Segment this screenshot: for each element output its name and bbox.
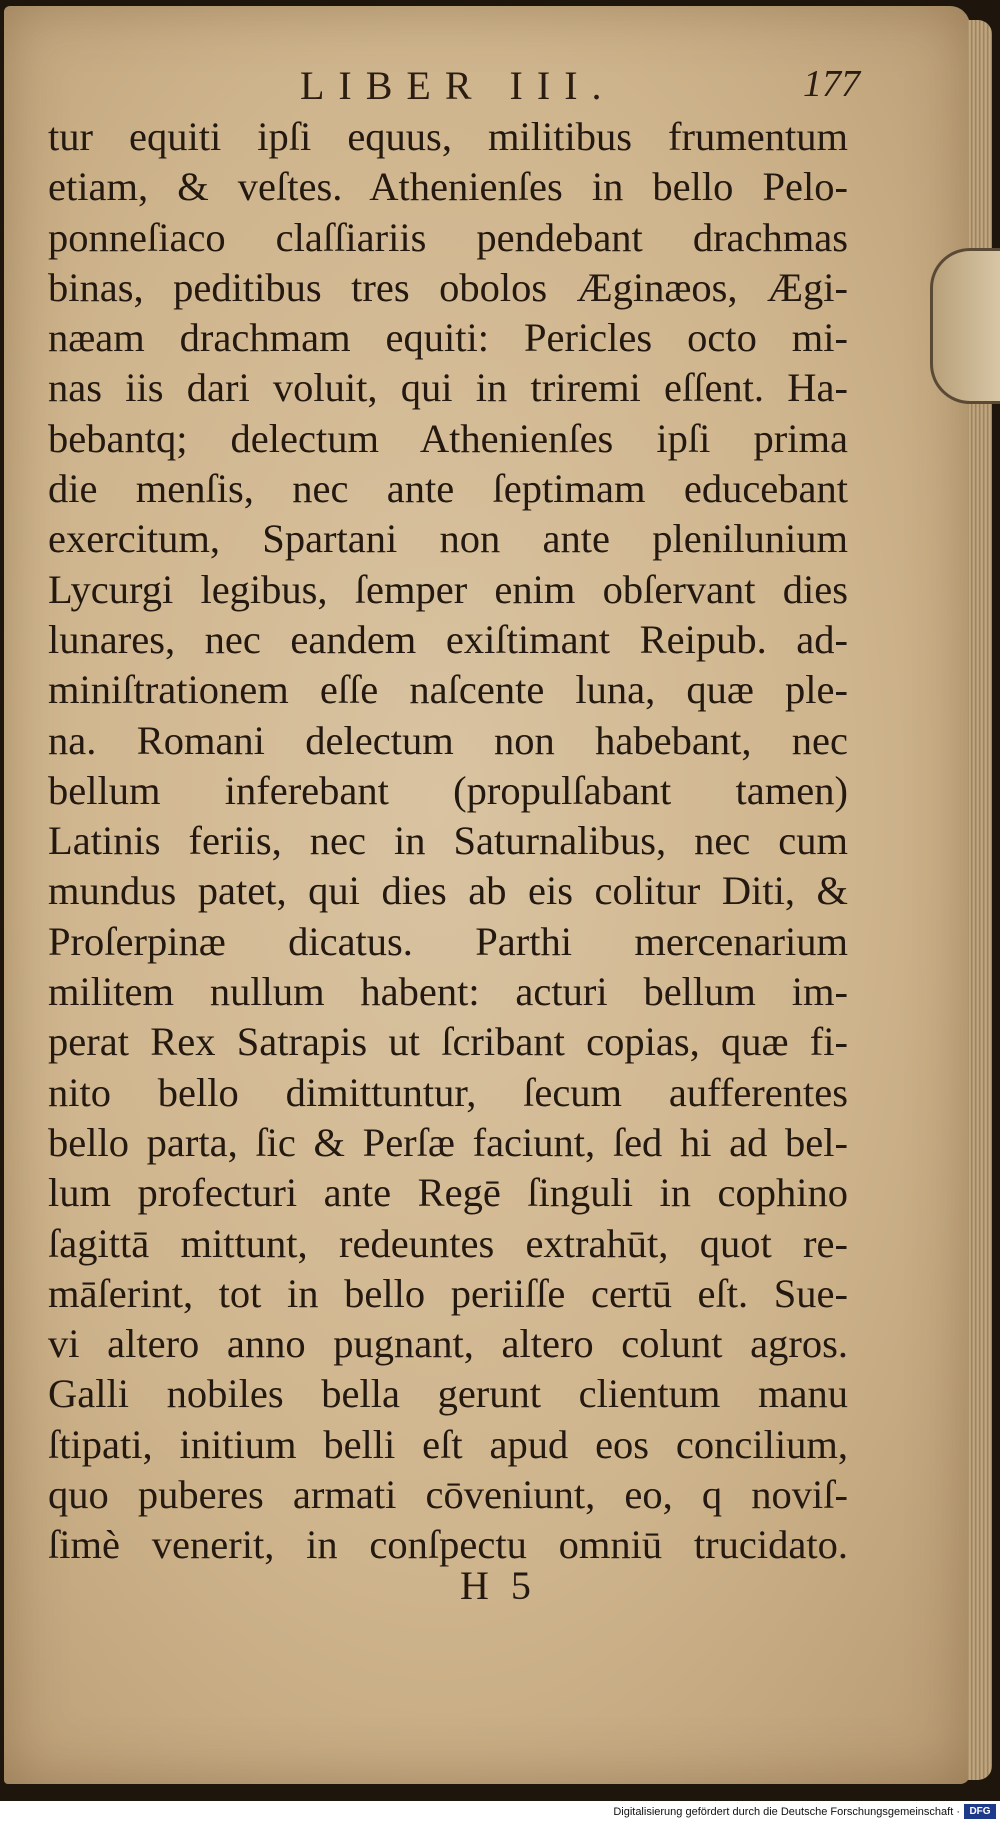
text-line: Proſerpinæ dicatus. Parthi mercenarium <box>48 918 848 964</box>
text-line: lunares, nec eandem exiſtimant Reipub. ad- <box>48 616 848 662</box>
text-line: lum profecturi ante Regē ſinguli in cophino <box>48 1170 848 1216</box>
text-line: tur equiti ipſi equus, militibus frumentum <box>48 114 848 159</box>
text-line: Lycurgi legibus, ſemper enim obſervant dies <box>48 566 848 612</box>
text-line: nito bello dimittuntur, ſecum aufferentes <box>48 1069 848 1115</box>
text-line: bellum inferebant (propulſabant tamen) <box>48 767 848 813</box>
text-line: quo puberes armati cōveniunt, eo, q noviſ- <box>48 1472 848 1518</box>
footer-credit: Digitalisierung gefördert durch die Deutsche Forschungsgemeinschaft · <box>613 1806 960 1818</box>
text-line: ponneſiaco claſſiariis pendebant drachmas <box>48 214 848 260</box>
running-head: LIBER III. <box>300 63 616 108</box>
text-line: perat Rex Satrapis ut ſcribant copias, quæ fi- <box>48 1019 848 1065</box>
text-line: ſimè venerit, in conſpectu omniū trucidato. <box>48 1522 848 1568</box>
text-line: Galli nobiles bella gerunt clientum manu <box>48 1371 848 1417</box>
text-line: bello parta, ſic & Perſæ faciunt, ſed hi ad bel- <box>48 1119 848 1165</box>
signature-mark: H 5 <box>460 1563 537 1608</box>
text-line: bebantq; delectum Athenienſes ipſi prima <box>48 415 848 461</box>
text-line: etiam, & veſtes. Athenienſes in bello Pelo- <box>48 164 848 210</box>
text-line: nas iis dari voluit, qui in triremi eſſent. Ha- <box>48 365 848 411</box>
page-number: 177 <box>803 63 860 105</box>
text-line: militem nullum habent: acturi bellum im- <box>48 969 848 1015</box>
dfg-logo: DFG <box>964 1804 996 1819</box>
text-line: mundus patet, qui dies ab eis colitur Diti, & <box>48 868 848 914</box>
text-line: na. Romani delectum non habebant, nec <box>48 717 848 763</box>
text-line: næam drachmam equiti: Pericles octo mi- <box>48 315 848 361</box>
text-line: die menſis, nec ante ſeptimam educebant <box>48 466 848 512</box>
text-line: binas, peditibus tres obolos Æginæos, Ægi- <box>48 264 848 310</box>
body-text <box>48 112 848 1571</box>
text-line: māſerint, tot in bello periiſſe certū eſt. Sue- <box>48 1270 848 1316</box>
clasp-tab <box>930 248 1000 404</box>
text-line: ſagittā mittunt, redeuntes extrahūt, quot re- <box>48 1220 848 1266</box>
footer-bar <box>0 1801 1000 1821</box>
text-line: miniſtrationem eſſe naſcente luna, quæ ple- <box>48 667 848 713</box>
text-line: ſtipati, initium belli eſt apud eos concilium, <box>48 1421 848 1467</box>
text-line: exercitum, Spartani non ante plenilunium <box>48 516 848 562</box>
text-line: vi altero anno pugnant, altero colunt agros. <box>48 1321 848 1367</box>
text-line: Latinis feriis, nec in Saturnalibus, nec cum <box>48 818 848 864</box>
